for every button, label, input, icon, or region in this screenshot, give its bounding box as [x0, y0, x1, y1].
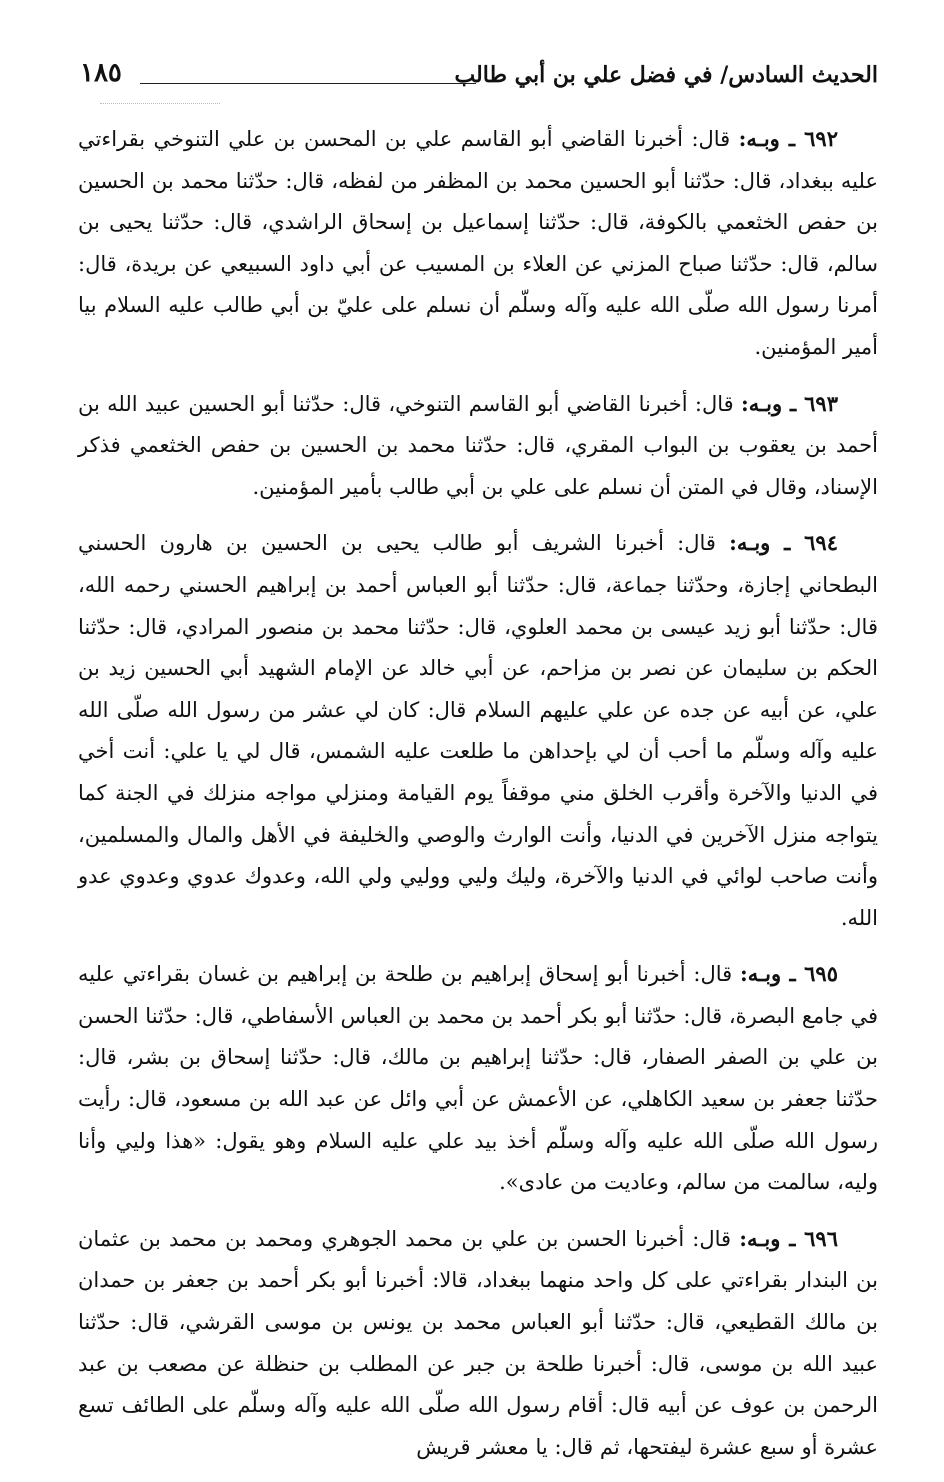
- header-rule: [140, 83, 476, 84]
- hadith-paragraph: [78, 522, 878, 939]
- hadith-text: قال: أخبرنا القاضي أبو القاسم علي بن المحسن بن علي التنوخي بقراءتي عليه ببغداد، قال: حدّثنا أبو الحسين محمد بن المظفر من لفظه، قال: حدّثنا محمد بن الحسين بن حفص الخثعمي بالكوفة، قال: حدّثنا إسماعيل بن إسحاق الراشدي، قال: حدّثنا يحيى بن سالم، قال: حدّثنا صباح المزني عن العلاء بن المسيب عن أبي داود السبيعي عن بريدة، قال: أمرنا رسول الله صلّى الله عليه وآله وسلّم أن نسلم على عليّ بن أبي طالب عليه السلام بيا أمير المؤمنين.: [78, 127, 878, 359]
- hadith-number: ٦٩٢ ـ وبـه:: [738, 126, 838, 151]
- hadith-number: ٦٩٦ ـ وبـه:: [739, 1225, 838, 1251]
- hadith-paragraph: [78, 953, 878, 1204]
- hadith-paragraph: [78, 118, 878, 369]
- hadith-number: ٦٩٥ ـ وبـه:: [739, 961, 838, 987]
- hadith-number: ٦٩٣ ـ وبـه:: [740, 390, 838, 416]
- hadith-number: ٦٩٤ ـ وبـه:: [729, 530, 838, 556]
- hadith-paragraph: [78, 383, 878, 509]
- hadith-text: قال: أخبرنا الشريف أبو طالب يحيى بن الحسين بن هارون الحسني البطحاني إجازة، وحدّثنا جماعة، قال: حدّثنا أبو العباس أحمد بن إبراهيم الحسني رحمه الله، قال: حدّثنا أبو زيد عيسى بن محمد العلوي، قال: حدّثنا محمد بن منصور المرادي، قال: حدّثنا الحكم بن سليمان عن نصر بن مزاحم، عن أبي خالد عن الإمام الشهيد أبي الحسين زيد بن علي، عن أبيه عن جده عن علي عليهم السلام قال: كان لي عشر من رسول الله صلّى الله عليه وآله وسلّم ما أحب أن لي بإحداهن ما طلعت عليه الشمس، قال لي يا علي: أنت أخي في الدنيا والآخرة وأقرب الخلق مني موقفاً يوم القيامة ومنزلي مواجه منزلك في الجنة كما يتواجه منزل الآخرين في الدنيا، وأنت الوارث والوصي والخليفة في الأهل والمال والمسلمين، وأنت صاحب لوائي في الدنيا والآخرة، وليك وليي ووليي ولي الله، وعدوك عدوي وعدوي عدو الله.: [78, 531, 878, 930]
- body-text: [78, 118, 878, 1482]
- hadith-text: قال: أخبرنا القاضي أبو القاسم التنوخي، قال: حدّثنا أبو الحسين عبيد الله بن أحمد بن يعقوب بن البواب المقري، قال: حدّثنا محمد بن الحسين بن حفص الخثعمي فذكر الإسناد، وقال في المتن أن نسلم على علي بن أبي طالب بأمير المؤمنين.: [78, 391, 878, 499]
- hadith-text: قال: أخبرنا الحسن بن علي بن محمد الجوهري ومحمد بن محمد بن عثمان بن البندار بقراءتي على كل واحد منهما ببغداد، قالا: أخبرنا أبو بكر أحمد بن جعفر بن حمدان بن مالك القطيعي، قال: حدّثنا أبو العباس محمد بن يونس بن موسى القرشي، قال: حدّثنا عبيد الله بن موسى، قال: أخبرنا طلحة بن جبر عن المطلب بن حنظلة عن مصعب بن عبد الرحمن بن عوف عن أبيه قال: أقام رسول الله صلّى الله عليه وآله وسلّم على الطائف تسع عشرة أو سبع عشرة ليفتحها، ثم قال: يا معشر قريش: [78, 1226, 878, 1459]
- scan-mark: [100, 103, 220, 104]
- page-number: ١٨٥: [80, 58, 122, 88]
- page-header: [80, 58, 878, 98]
- hadith-text: قال: أخبرنا أبو إسحاق إبراهيم بن طلحة بن إبراهيم بن غسان بقراءتي عليه في جامع البصرة، قال: حدّثنا أبو بكر أحمد بن محمد بن العباس الأسفاطي، قال: حدّثنا الحسن بن علي بن الصفر الصفار، قال: حدّثنا إبراهيم بن مالك، قال: حدّثنا إسحاق بن بشر، قال: حدّثنا جعفر بن سعيد الكاهلي، عن الأعمش عن أبي وائل عن عبد الله بن مسعود، قال: رأيت رسول الله صلّى الله عليه وآله وسلّم أخذ بيد علي عليه السلام وهو يقول: «هذا وليي وأنا وليه، سالمت من سالم، وعاديت من عادى».: [78, 962, 878, 1195]
- hadith-paragraph: [78, 1218, 878, 1469]
- running-title: الحديث السادس/ في فضل علي بن أبي طالب: [454, 62, 878, 88]
